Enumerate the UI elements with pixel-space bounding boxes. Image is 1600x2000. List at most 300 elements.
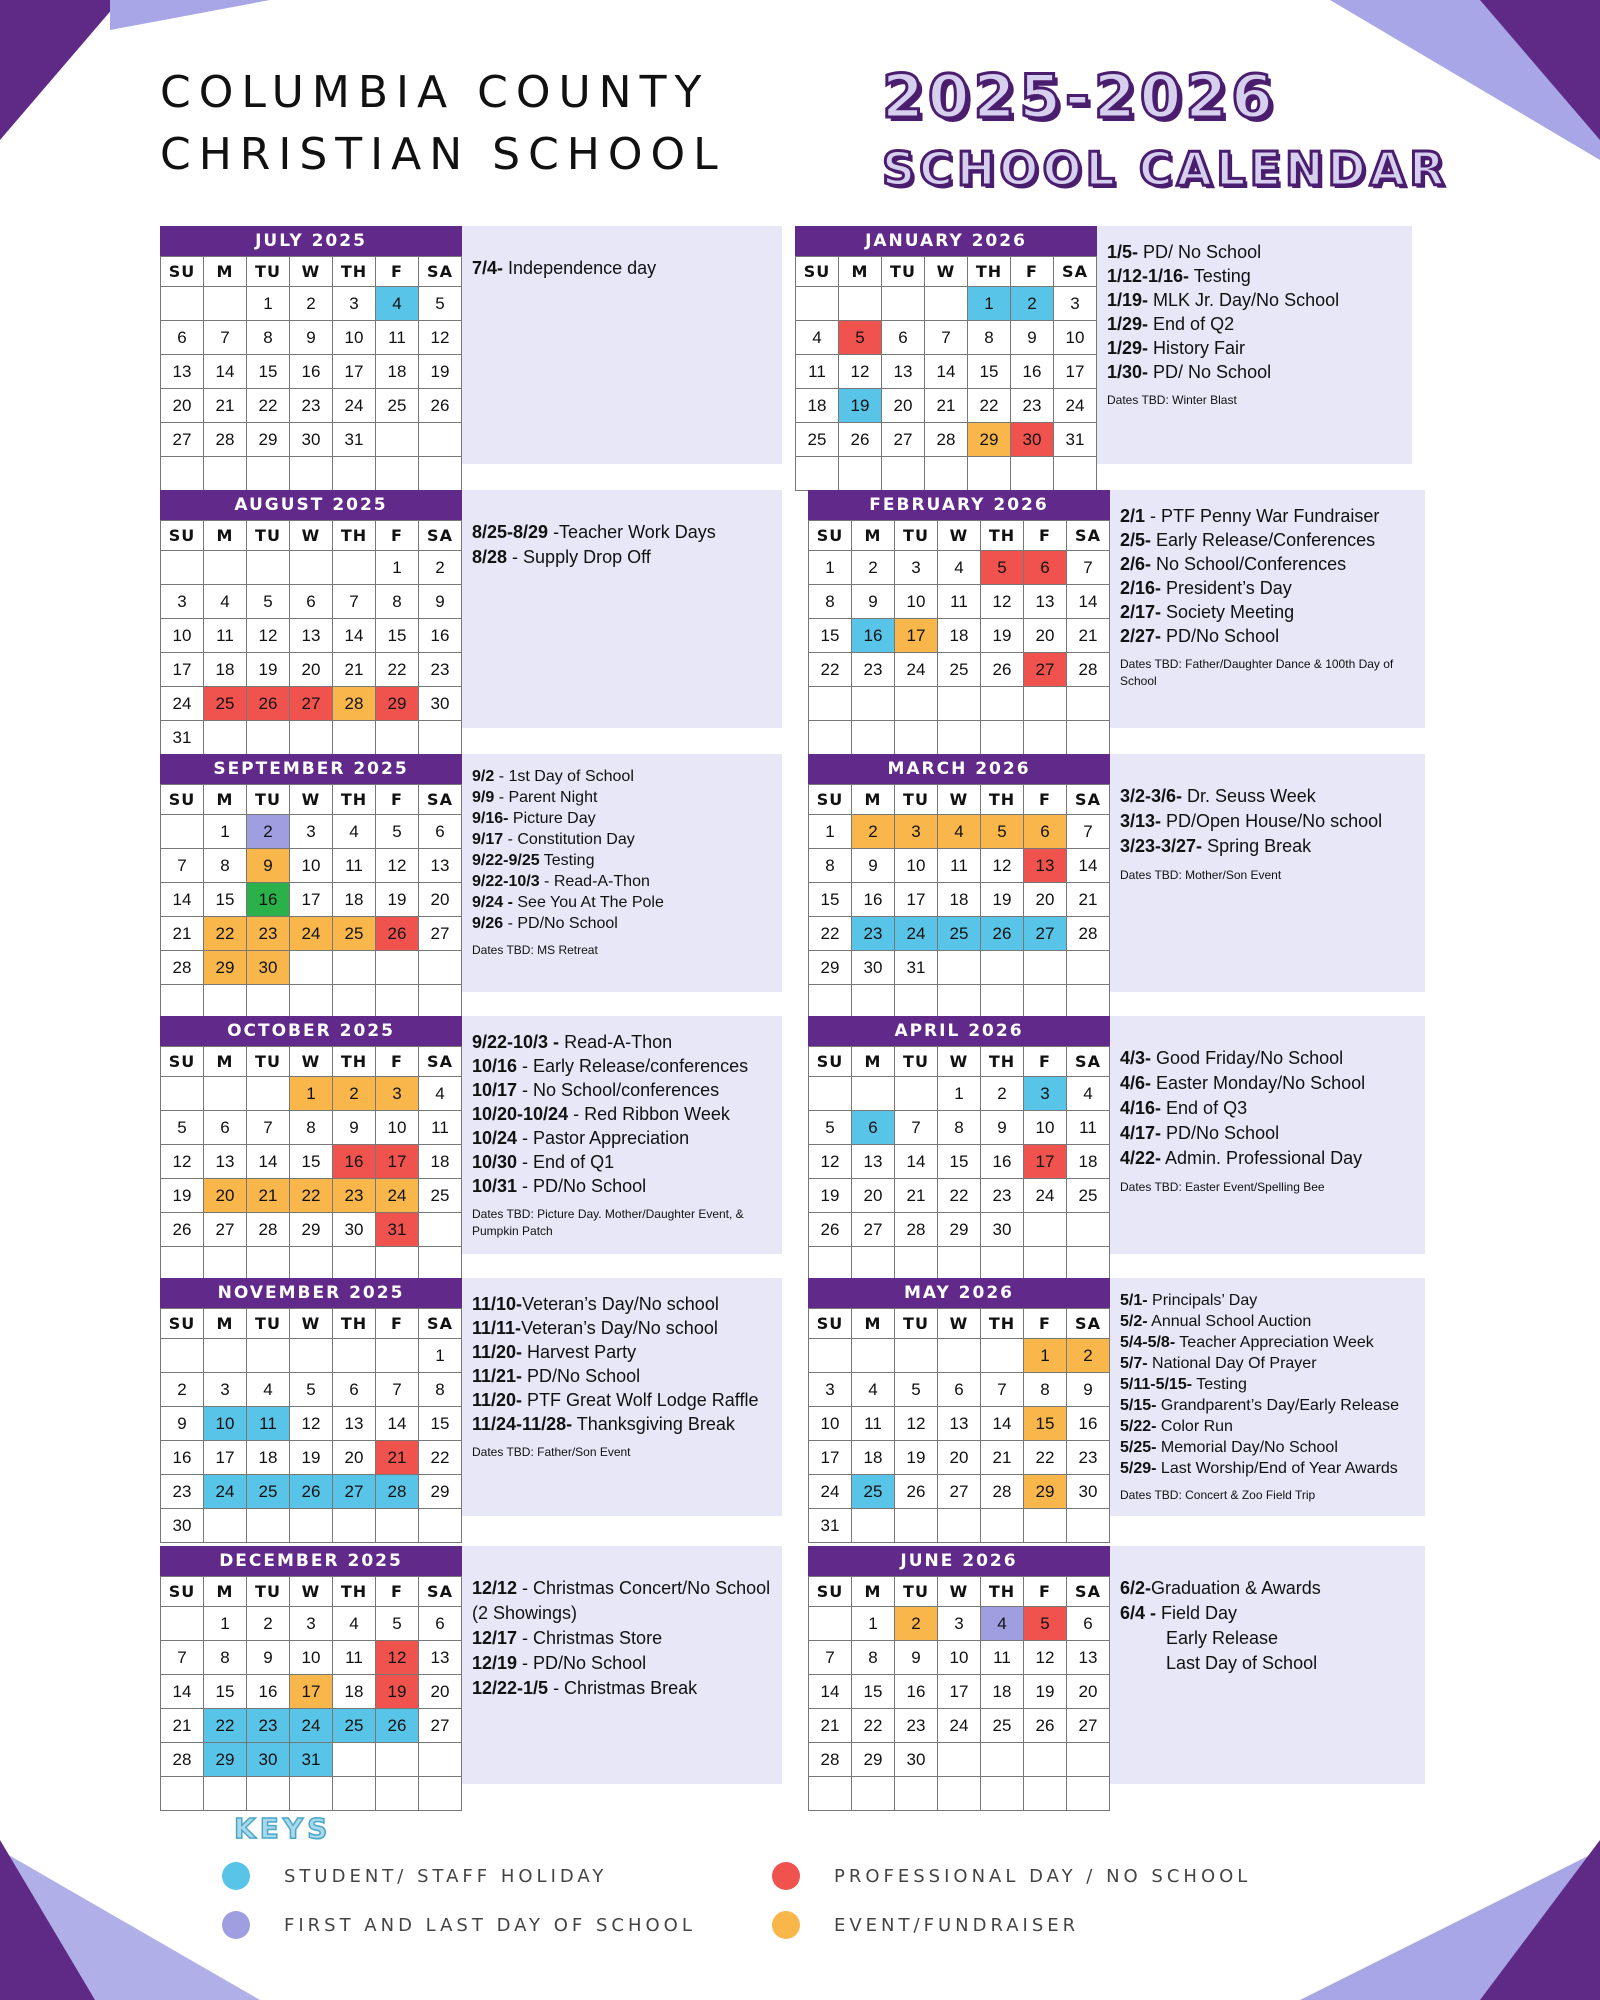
calendar-day-empty (1067, 1777, 1110, 1811)
calendar-day-empty (161, 1247, 204, 1281)
month-title: AUGUST 2025 (160, 490, 462, 520)
calendar-day-empty (161, 1339, 204, 1373)
month-calendar-grid (808, 754, 1110, 1019)
calendar-day: 28 (1067, 917, 1110, 951)
calendar-day: 23 (333, 1179, 376, 1213)
calendar-day: 15 (852, 1675, 895, 1709)
day-of-week-header: W (938, 1309, 981, 1339)
calendar-day: 16 (852, 883, 895, 917)
calendar-day-empty (290, 1339, 333, 1373)
calendar-day: 6 (1024, 551, 1067, 585)
calendar-day-empty (161, 551, 204, 585)
day-of-week-header: F (1024, 1047, 1067, 1077)
calendar-day-empty (1067, 951, 1110, 985)
event-date: 2/27- (1120, 626, 1162, 646)
calendar-day: 13 (419, 1641, 462, 1675)
day-of-week-header: F (376, 1309, 419, 1339)
calendar-day: 14 (204, 355, 247, 389)
calendar-day: 31 (895, 951, 938, 985)
key-first-last-day (222, 1911, 696, 1939)
event-line (1107, 240, 1402, 264)
calendar-day: 23 (895, 1709, 938, 1743)
calendar-day: 12 (839, 355, 882, 389)
calendar-day: 2 (1011, 287, 1054, 321)
event-date: 10/30 (472, 1152, 518, 1172)
event-line (472, 1078, 772, 1102)
calendar-day: 21 (376, 1441, 419, 1475)
calendar-day: 29 (809, 951, 852, 985)
month-calendar-grid (795, 226, 1097, 491)
calendar-day: 8 (809, 585, 852, 619)
calendar-day: 16 (981, 1145, 1024, 1179)
day-of-week-header: SA (419, 785, 462, 815)
month-calendar-grid (160, 1546, 462, 1811)
calendar-day-empty (376, 1777, 419, 1811)
calendar-day: 8 (1024, 1373, 1067, 1407)
month-block (808, 1278, 1425, 1535)
event-date: 11/11- (472, 1318, 522, 1338)
event-date: 9/22-9/25 (472, 852, 540, 869)
calendar-day: 13 (852, 1145, 895, 1179)
school-name (160, 62, 726, 186)
calendar-day-empty (981, 1339, 1024, 1373)
event-date: 5/1- (1120, 1292, 1148, 1309)
event-date: 10/20-10/24 (472, 1104, 569, 1124)
calendar-year-title: 2025-2026 (882, 62, 1277, 132)
calendar-day: 29 (247, 423, 290, 457)
calendar-day-empty (333, 1509, 376, 1543)
calendar-day: 1 (290, 1077, 333, 1111)
calendar-day-empty (895, 1247, 938, 1281)
event-text: Grandparent’s Day/Early Release (1156, 1397, 1399, 1414)
event-line (472, 892, 772, 913)
day-of-week-header: F (376, 257, 419, 287)
calendar-day: 10 (938, 1641, 981, 1675)
calendar-day: 17 (1054, 355, 1097, 389)
event-line (472, 1316, 772, 1340)
calendar-day: 20 (938, 1441, 981, 1475)
calendar-day: 22 (938, 1179, 981, 1213)
event-line (472, 1150, 772, 1174)
day-of-week-header: W (925, 257, 968, 287)
calendar-day: 6 (419, 815, 462, 849)
calendar-day: 7 (376, 1373, 419, 1407)
calendar-day: 11 (981, 1641, 1024, 1675)
calendar-day: 18 (852, 1441, 895, 1475)
day-of-week-header: SU (809, 1047, 852, 1077)
month-title: DECEMBER 2025 (160, 1546, 462, 1576)
calendar-day: 5 (161, 1111, 204, 1145)
month-title: FEBRUARY 2026 (808, 490, 1110, 520)
calendar-day-empty (938, 1247, 981, 1281)
event-date: 11/10- (472, 1294, 523, 1314)
calendar-day: 7 (1067, 551, 1110, 585)
event-date: 4/16- (1120, 1098, 1162, 1118)
calendar-day: 15 (1024, 1407, 1067, 1441)
event-text: - Christmas Concert/No School (2 Showings) (472, 1578, 771, 1623)
month-title: JULY 2025 (160, 226, 462, 256)
calendar-day: 25 (376, 389, 419, 423)
event-line (1120, 504, 1415, 528)
day-of-week-header: SU (809, 1577, 852, 1607)
calendar-day: 28 (161, 1743, 204, 1777)
calendar-day: 3 (333, 287, 376, 321)
calendar-day-empty (938, 951, 981, 985)
event-line (1120, 1374, 1415, 1395)
day-of-week-header: TU (247, 257, 290, 287)
month-block (795, 226, 1412, 464)
calendar-day: 22 (809, 653, 852, 687)
key-dot (772, 1862, 800, 1890)
event-text: Testing (1189, 266, 1251, 286)
event-date: 2/5- (1120, 530, 1152, 550)
event-date: 1/30- (1107, 362, 1149, 382)
calendar-day: 18 (796, 389, 839, 423)
calendar-day: 30 (1011, 423, 1054, 457)
event-line (1120, 1458, 1415, 1479)
event-text: - PD/No School (503, 915, 618, 932)
day-of-week-header: TU (247, 1309, 290, 1339)
calendar-day: 28 (161, 951, 204, 985)
calendar-day-empty (419, 1247, 462, 1281)
calendar-day: 18 (981, 1675, 1024, 1709)
calendar-day: 24 (895, 653, 938, 687)
calendar-day: 7 (161, 1641, 204, 1675)
month-title: OCTOBER 2025 (160, 1016, 462, 1046)
calendar-day: 27 (333, 1475, 376, 1509)
month-block (160, 226, 782, 464)
calendar-day: 22 (809, 917, 852, 951)
event-date: 3/13- (1120, 811, 1162, 831)
calendar-day: 14 (925, 355, 968, 389)
month-events (1110, 1278, 1425, 1504)
calendar-day: 22 (852, 1709, 895, 1743)
event-text: Independence day (503, 258, 657, 278)
dates-tbd-note: Dates TBD: Easter Event/Spelling Bee (1120, 1180, 1325, 1194)
month-block (160, 1546, 782, 1784)
day-of-week-header: SA (419, 521, 462, 551)
calendar-day: 13 (419, 849, 462, 883)
key-label: FIRST AND LAST DAY OF SCHOOL (284, 1914, 696, 1936)
calendar-day-empty (852, 1509, 895, 1543)
month-title: APRIL 2026 (808, 1016, 1110, 1046)
calendar-day: 20 (419, 883, 462, 917)
calendar-day: 16 (1011, 355, 1054, 389)
event-line (1120, 1626, 1415, 1651)
calendar-day: 26 (376, 917, 419, 951)
calendar-day-empty (796, 287, 839, 321)
day-of-week-header: TH (981, 1309, 1024, 1339)
calendar-day: 17 (376, 1145, 419, 1179)
calendar-day: 3 (290, 815, 333, 849)
key-dot (772, 1911, 800, 1939)
calendar-day: 21 (1067, 619, 1110, 653)
day-of-week-header: M (204, 257, 247, 287)
event-line (1120, 1290, 1415, 1311)
calendar-day: 19 (981, 619, 1024, 653)
calendar-day: 14 (1067, 585, 1110, 619)
event-text: - No School/conferences (517, 1080, 720, 1100)
day-of-week-header: M (852, 1309, 895, 1339)
calendar-day: 27 (1024, 653, 1067, 687)
calendar-day: 30 (161, 1509, 204, 1543)
calendar-day: 18 (333, 883, 376, 917)
calendar-day-empty (333, 551, 376, 585)
calendar-day: 2 (852, 551, 895, 585)
calendar-day: 1 (852, 1607, 895, 1641)
calendar-day: 18 (333, 1675, 376, 1709)
calendar-day: 20 (1024, 619, 1067, 653)
calendar-day: 28 (376, 1475, 419, 1509)
event-text: End of Q2 (1148, 314, 1235, 334)
calendar-day-empty (204, 985, 247, 1019)
calendar-day: 12 (161, 1145, 204, 1179)
calendar-day-empty (882, 457, 925, 491)
calendar-day-empty (852, 1339, 895, 1373)
calendar-day: 22 (290, 1179, 333, 1213)
calendar-day: 4 (204, 585, 247, 619)
event-text: Principals’ Day (1147, 1292, 1258, 1309)
calendar-day: 6 (938, 1373, 981, 1407)
calendar-day: 17 (1024, 1145, 1067, 1179)
event-line (472, 1030, 772, 1054)
day-of-week-header: F (376, 785, 419, 815)
calendar-day: 8 (852, 1641, 895, 1675)
calendar-day: 8 (290, 1111, 333, 1145)
key-professional-day (772, 1862, 1251, 1890)
day-of-week-header: TU (247, 1047, 290, 1077)
event-line (472, 1292, 772, 1316)
calendar-day: 27 (290, 687, 333, 721)
calendar-day: 12 (981, 585, 1024, 619)
event-date: 6/4 - (1120, 1603, 1157, 1623)
event-date: 9/26 (472, 915, 504, 932)
calendar-day: 27 (1067, 1709, 1110, 1743)
event-line (472, 1340, 772, 1364)
calendar-day: 9 (1011, 321, 1054, 355)
calendar-day: 10 (895, 585, 938, 619)
calendar-day: 5 (376, 1607, 419, 1641)
calendar-day: 29 (204, 951, 247, 985)
event-date: 5/29- (1120, 1460, 1157, 1477)
calendar-day-empty (895, 1509, 938, 1543)
event-text: Thanksgiving Break (572, 1414, 735, 1434)
calendar-day-empty (290, 551, 333, 585)
calendar-day: 14 (981, 1407, 1024, 1441)
calendar-day: 24 (1054, 389, 1097, 423)
month-calendar-grid (808, 1278, 1110, 1543)
calendar-day: 10 (895, 849, 938, 883)
calendar-day: 9 (333, 1111, 376, 1145)
month-events (462, 1016, 782, 1240)
calendar-day-empty (161, 287, 204, 321)
calendar-day: 22 (204, 917, 247, 951)
calendar-day: 20 (161, 389, 204, 423)
event-date: 1/12-1/16- (1107, 266, 1190, 286)
event-date: 8/28 (472, 547, 508, 567)
event-text: Last Day of School (1166, 1653, 1318, 1673)
day-of-week-header: SA (419, 1577, 462, 1607)
day-of-week-header: TU (895, 1577, 938, 1607)
calendar-day: 28 (981, 1475, 1024, 1509)
calendar-day: 26 (419, 389, 462, 423)
calendar-day-empty (204, 1777, 247, 1811)
calendar-day-empty (938, 985, 981, 1019)
calendar-day: 2 (247, 815, 290, 849)
calendar-day: 5 (376, 815, 419, 849)
calendar-day-empty (1067, 1509, 1110, 1543)
calendar-day: 7 (161, 849, 204, 883)
calendar-day: 8 (809, 849, 852, 883)
calendar-day: 10 (1054, 321, 1097, 355)
calendar-day: 29 (1024, 1475, 1067, 1509)
month-title: NOVEMBER 2025 (160, 1278, 462, 1308)
event-line (472, 1174, 772, 1198)
calendar-day: 19 (1024, 1675, 1067, 1709)
event-line (1120, 600, 1415, 624)
month-title: JUNE 2026 (808, 1546, 1110, 1576)
month-title: MARCH 2026 (808, 754, 1110, 784)
calendar-day: 20 (1024, 883, 1067, 917)
day-of-week-header: TH (333, 257, 376, 287)
event-line (1120, 1311, 1415, 1332)
calendar-day: 28 (895, 1213, 938, 1247)
event-date: 4/22- (1120, 1148, 1162, 1168)
event-line (1120, 1332, 1415, 1353)
calendar-day: 13 (161, 355, 204, 389)
calendar-day: 16 (247, 1675, 290, 1709)
calendar-day: 31 (333, 423, 376, 457)
calendar-day: 7 (925, 321, 968, 355)
calendar-day: 10 (161, 619, 204, 653)
calendar-day-empty (419, 1213, 462, 1247)
day-of-week-header: F (1024, 785, 1067, 815)
day-of-week-header: W (938, 785, 981, 815)
day-of-week-header: SU (161, 1047, 204, 1077)
day-of-week-header: TH (333, 1577, 376, 1607)
event-text: PD/No School (1161, 1123, 1280, 1143)
event-text: President’s Day (1161, 578, 1292, 598)
calendar-day: 6 (1067, 1607, 1110, 1641)
calendar-day-empty (1067, 687, 1110, 721)
calendar-day: 14 (1067, 849, 1110, 883)
day-of-week-header: SU (161, 521, 204, 551)
calendar-day: 1 (247, 287, 290, 321)
day-of-week-header: SA (419, 1309, 462, 1339)
calendar-day-empty (247, 1077, 290, 1111)
calendar-day: 26 (1024, 1709, 1067, 1743)
event-text: PD/Open House/No school (1161, 811, 1383, 831)
calendar-day: 26 (895, 1475, 938, 1509)
calendar-day: 12 (290, 1407, 333, 1441)
event-line (472, 850, 772, 871)
calendar-day: 31 (809, 1509, 852, 1543)
calendar-day: 24 (290, 917, 333, 951)
day-of-week-header: F (376, 1577, 419, 1607)
calendar-day: 13 (938, 1407, 981, 1441)
event-date: 3/23-3/27- (1120, 836, 1203, 856)
event-text: Dr. Seuss Week (1182, 786, 1316, 806)
calendar-day: 6 (290, 585, 333, 619)
event-date: 6/2- (1120, 1578, 1152, 1598)
calendar-day-empty (809, 1077, 852, 1111)
day-of-week-header: M (204, 1577, 247, 1607)
calendar-day: 23 (1011, 389, 1054, 423)
calendar-day-empty (809, 1777, 852, 1811)
calendar-day-empty (419, 721, 462, 755)
calendar-day: 27 (161, 423, 204, 457)
calendar-day-empty (1067, 1247, 1110, 1281)
event-date: 1/29- (1107, 338, 1149, 358)
calendar-day: 21 (247, 1179, 290, 1213)
calendar-day: 12 (809, 1145, 852, 1179)
event-line (1120, 1437, 1415, 1458)
key-label: PROFESSIONAL DAY / NO SCHOOL (834, 1865, 1252, 1887)
calendar-day: 16 (161, 1441, 204, 1475)
calendar-day: 14 (333, 619, 376, 653)
month-events (1110, 1546, 1425, 1676)
day-of-week-header: TH (981, 1047, 1024, 1077)
calendar-day: 23 (247, 1709, 290, 1743)
calendar-day: 26 (376, 1709, 419, 1743)
calendar-day-empty (809, 1247, 852, 1281)
calendar-day: 29 (938, 1213, 981, 1247)
event-text: Graduation & Awards (1151, 1578, 1321, 1598)
calendar-day: 24 (1024, 1179, 1067, 1213)
calendar-day: 19 (376, 883, 419, 917)
calendar-day-empty (161, 457, 204, 491)
calendar-day: 16 (1067, 1407, 1110, 1441)
calendar-day-empty (1024, 1509, 1067, 1543)
calendar-day: 21 (895, 1179, 938, 1213)
day-of-week-header: TU (247, 521, 290, 551)
day-of-week-header: SA (1067, 1047, 1110, 1077)
calendar-day-empty (333, 951, 376, 985)
dates-tbd-note: Dates TBD: Concert & Zoo Field Trip (1120, 1488, 1316, 1502)
calendar-day: 26 (839, 423, 882, 457)
day-of-week-header: TH (981, 785, 1024, 815)
event-line (472, 1651, 772, 1676)
calendar-day: 9 (290, 321, 333, 355)
event-date: 2/1 (1120, 506, 1146, 526)
calendar-day: 4 (796, 321, 839, 355)
calendar-day-empty (419, 985, 462, 1019)
month-calendar-grid (160, 490, 462, 755)
event-text: Teacher Appreciation Week (1175, 1334, 1374, 1351)
calendar-day: 21 (1067, 883, 1110, 917)
calendar-day-empty (204, 287, 247, 321)
calendar-day-empty (938, 1777, 981, 1811)
calendar-day-empty (796, 457, 839, 491)
calendar-day: 4 (938, 815, 981, 849)
calendar-day: 24 (290, 1709, 333, 1743)
event-text: - 1st Day of School (494, 768, 634, 785)
calendar-day: 22 (968, 389, 1011, 423)
dates-tbd-note: Dates TBD: MS Retreat (472, 943, 598, 957)
calendar-day-empty (1024, 951, 1067, 985)
event-text: - Pastor Appreciation (517, 1128, 690, 1148)
event-line (1120, 552, 1415, 576)
calendar-day: 11 (938, 849, 981, 883)
calendar-day-empty (925, 457, 968, 491)
month-calendar-grid (160, 754, 462, 1019)
calendar-day-empty (882, 287, 925, 321)
calendar-day: 24 (938, 1709, 981, 1743)
calendar-day-empty (1067, 1743, 1110, 1777)
month-calendar-grid (808, 1546, 1110, 1811)
calendar-day: 25 (204, 687, 247, 721)
calendar-day: 19 (161, 1179, 204, 1213)
